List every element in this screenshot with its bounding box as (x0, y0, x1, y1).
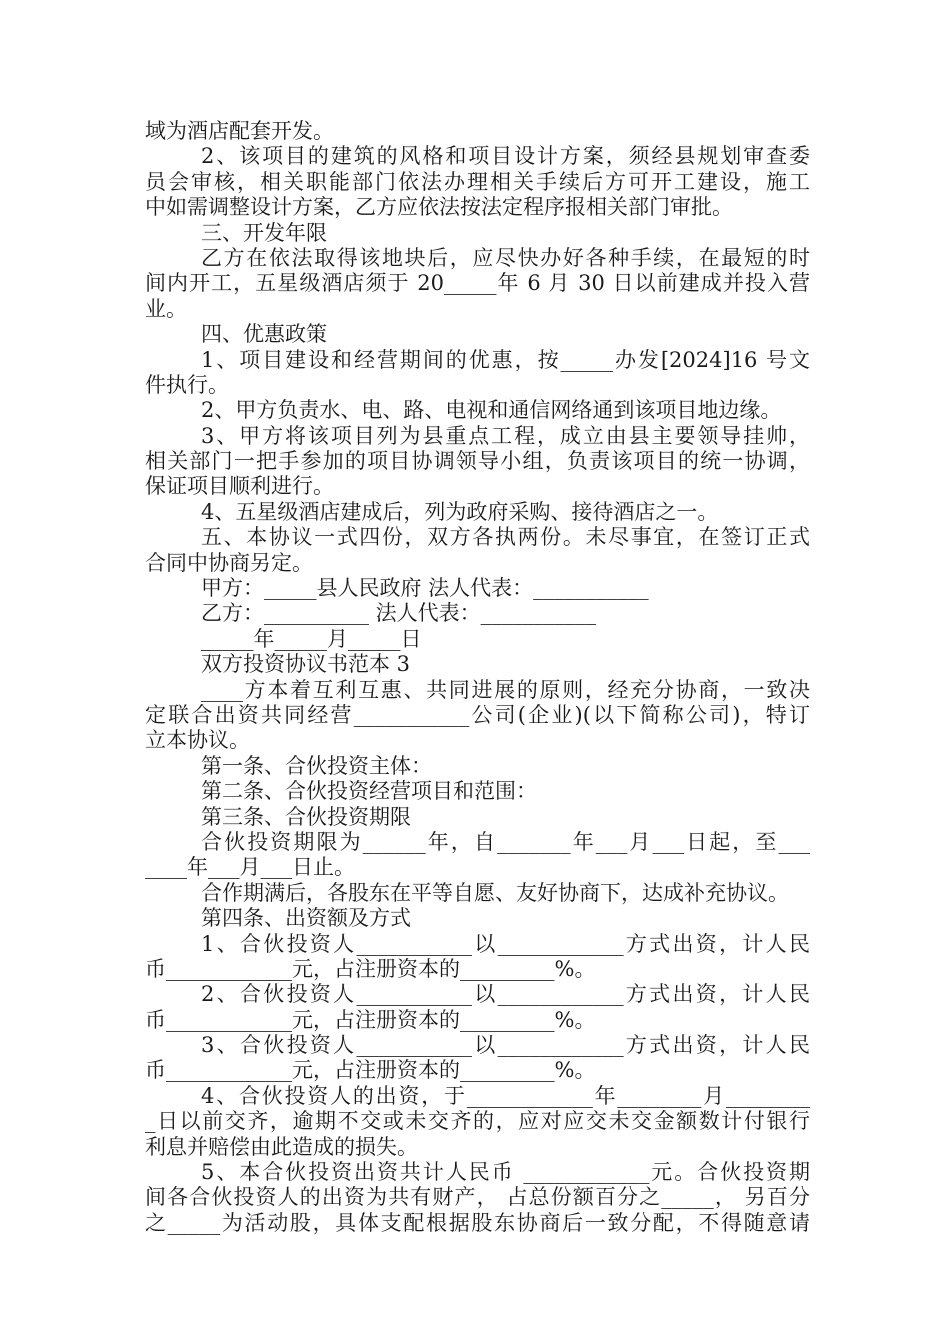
document-line: 币____________元，占注册资本的_________%。 (145, 956, 596, 981)
document-line: 第三条、合伙投资期限 (201, 804, 411, 829)
document-line: 四、优惠政策 (201, 322, 327, 347)
document-line: 合伙投资期限为______年，自_______年___月___日起，至___ (201, 829, 810, 854)
document-line: 业。 (145, 296, 187, 321)
document-line: 定联合出资共同经营___________公司(企业)(以下简称公司)，特订 (145, 702, 810, 727)
document-line: 间内开工，五星级酒店须于 20_____年 6 月 30 日以前建成并投入营 (145, 271, 810, 296)
document-line: 2、甲方负责水、电、路、电视和通信网络通到该项目地边缘。 (201, 398, 782, 423)
document-line: 之_____为活动股，具体支配根据股东协商后一致分配，不得随意请 (145, 1210, 810, 1235)
document-line: 中如需调整设计方案，乙方应依法按法定程序报相关部门审批。 (145, 195, 733, 220)
document-line: 三、开发年限 (201, 220, 327, 245)
document-line: 双方投资协议书范本 3 (201, 652, 411, 677)
document-line: 合作期满后，各股东在平等自愿、友好协商下，达成补充协议。 (201, 880, 789, 905)
document-line: 1、项目建设和经营期间的优惠，按_____办发[2024]16 号文 (201, 347, 810, 372)
document-line: 2、该项目的建筑的风格和项目设计方案，须经县规划审查委 (201, 144, 810, 169)
document-line: 甲方：_____县人民政府 法人代表：___________ (201, 576, 649, 601)
document-line: ____方本着互利互惠、共同进展的原则，经充分协商，一致决 (201, 677, 810, 702)
document-line: 币____________元，占注册资本的_________%。 (145, 1007, 596, 1032)
document-body (145, 119, 810, 1236)
document-line: 间各合伙投资人的出资为共有财产， 占总份额百分之_____， 另百分 (145, 1185, 810, 1210)
document-line: 利息并赔偿由此造成的损失。 (145, 1134, 418, 1159)
document-line: 5、本合伙投资出资共计人民币 ____________元。合伙投资期 (201, 1160, 810, 1185)
document-line: 乙方在依法取得该地块后，应尽快办好各种手续，在最短的时 (201, 245, 810, 270)
document-line: 3、甲方将该项目列为县重点工程，成立由县主要领导挂帅， (201, 423, 810, 448)
document-line: 4、合伙投资人的出资，于____________年________月________ (201, 1083, 810, 1108)
document-line: 件执行。 (145, 372, 229, 397)
document-line: 4、五星级酒店建成后，列为政府采购、接待酒店之一。 (201, 499, 719, 524)
document-line: _____年_____月_____日 (201, 626, 422, 651)
document-line: 第一条、合伙投资主体： (201, 753, 432, 778)
document-line: _日以前交齐，逾期不交或未交齐的，应对应交未交金额数计付银行 (145, 1109, 810, 1134)
document-line: 乙方：__________ 法人代表：___________ (201, 601, 597, 626)
document-line: 合同中协商另定。 (145, 550, 313, 575)
document-line: 3、合伙投资人___________以____________方式出资，计人民 (201, 1033, 810, 1058)
document-line: 保证项目顺利进行。 (145, 474, 334, 499)
document-line: 相关部门一把手参加的项目协调领导小组，负责该项目的统一协调， (145, 449, 810, 474)
document-line: 第二条、合伙投资经营项目和范围： (201, 779, 537, 804)
document-line: 币____________元，占注册资本的_________%。 (145, 1058, 596, 1083)
document-line: 立本协议。 (145, 728, 250, 753)
document-line: 2、合伙投资人___________以____________方式出资，计人民 (201, 982, 810, 1007)
document-line: 第四条、出资额及方式 (201, 906, 411, 931)
document-line: 1、合伙投资人___________以____________方式出资，计人民 (201, 931, 810, 956)
document-line: 域为酒店配套开发。 (145, 119, 334, 143)
document-line: ____年___月___日止。 (145, 855, 355, 880)
document-line: 五、本协议一式四份，双方各执两份。未尽事宜，在签订正式 (201, 525, 810, 550)
document-line: 员会审核，相关职能部门依法办理相关手续后方可开工建设，施工 (145, 169, 810, 194)
